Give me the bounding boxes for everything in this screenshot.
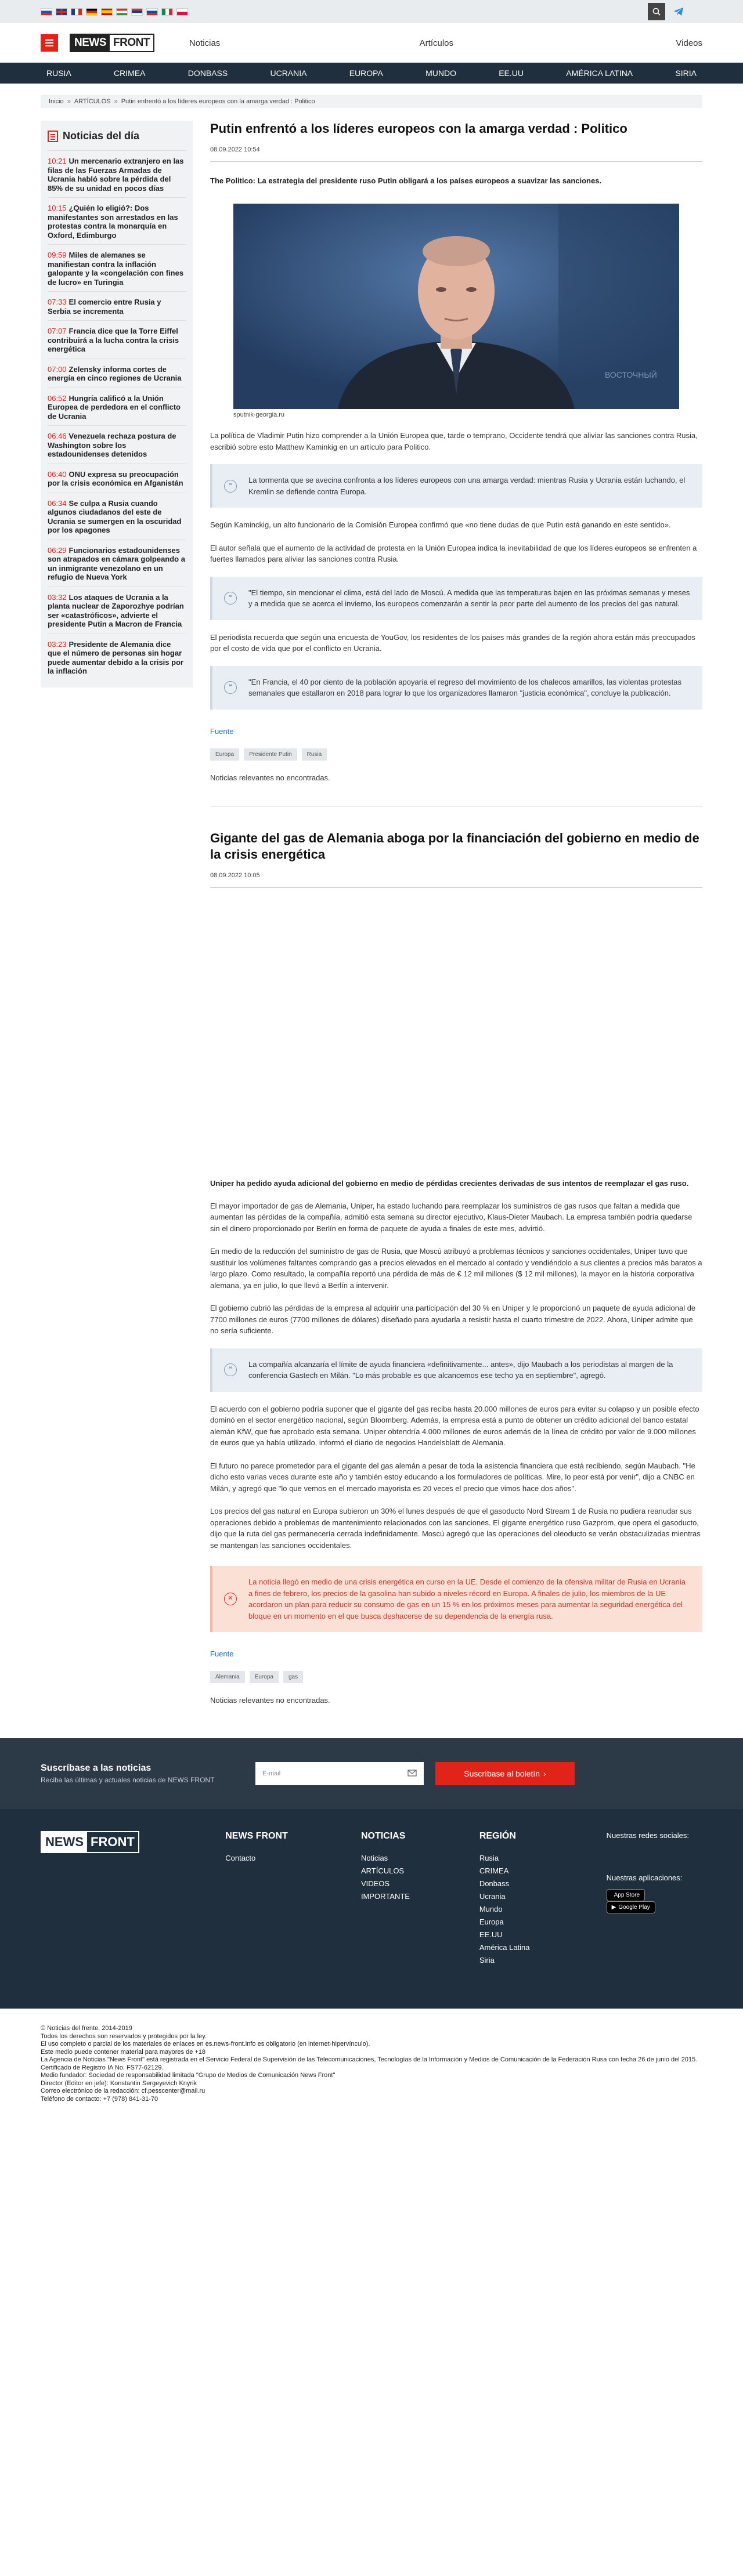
alert-text: La noticia llegó en medio de una crisis energética en curso en la UE. Desde el comienzo de la ofensiva militar de Rusia en Ucrania a fines de febrero, los precios de la gasolina han subido a niveles récord en Europa. A finales de julio, los miembros de la UE acordaron un plan para reducir su consumo de gas en un 15 % en los próximos meses para aumentar la seguridad energética del bloque en un momento en el que busca deshacerse de su dependencia de la energía rusa. bbox=[248, 1578, 686, 1620]
news-time: 06:46 bbox=[48, 432, 67, 440]
flag-pl[interactable] bbox=[176, 8, 188, 16]
news-time: 06:34 bbox=[48, 498, 67, 508]
subscribe-section bbox=[0, 1738, 743, 1809]
telegram-icon[interactable] bbox=[672, 5, 685, 18]
svg-text:ВОСТОЧНЫЙ: ВОСТОЧНЫЙ bbox=[605, 370, 657, 379]
legal-line: Director (Editor en jefe): Konstantin Sergeyevich Knyrik bbox=[41, 2079, 197, 2087]
news-time: 06:40 bbox=[48, 469, 67, 479]
email-field[interactable] bbox=[255, 1762, 424, 1785]
article-paragraph: En medio de la reducción del suministro de gas de Rusia, que Moscú atribuyó a problemas técnicos y sanciones occidentales, Uniper tuvo que sustituir los volúmenes faltantes comprando gas a precios elevados en el mercado al contado y vendiéndolo a sus clientes a precios más baratos a largo plazo. Como resultado, la compañía reportó una pérdida de más de € 12 mil millones ($ 12 mil millones), la mayor en la historia corporativa alemana, ya en julio, lo que llevó a Berlín a intervenir. bbox=[210, 1247, 702, 1290]
sidebar-news-item[interactable] bbox=[48, 464, 186, 493]
subscribe-text bbox=[41, 1763, 255, 1784]
news-headline[interactable]: Venezuela rechaza postura de Washington sobre los estadounidenses detenidos bbox=[48, 432, 176, 458]
footer-heading: REGIÓN bbox=[479, 1831, 516, 1841]
logo-left: NEWS bbox=[71, 35, 110, 51]
news-headline[interactable]: ONU expresa su preocupación por la crisis económica en Afganistán bbox=[48, 469, 183, 487]
news-headline[interactable]: Zelensky informa cortes de energía en cinco regiones de Ucrania bbox=[48, 364, 182, 382]
sidebar-news-item[interactable] bbox=[48, 197, 186, 244]
footer bbox=[0, 1809, 743, 2009]
article-paragraph: La política de Vladimir Putin hizo comprender a la Unión Europea que, tarde o temprano, Occidente tendrá que aliviar las sanciones contra Rusia, escribió sobre esto Matthew Kaminkig en un artículo para Politico. bbox=[210, 431, 698, 451]
footer-col-noticias bbox=[361, 1831, 479, 1967]
breadcrumb bbox=[41, 95, 702, 108]
tag[interactable]: Europa bbox=[210, 748, 239, 761]
news-time: 10:21 bbox=[48, 157, 67, 165]
news-time: 09:59 bbox=[48, 251, 67, 259]
legal-line: Teléfono de contacto: +7 (978) 841-31-70 bbox=[41, 2095, 158, 2103]
news-headline[interactable]: El comercio entre Rusia y Serbia se incrementa bbox=[48, 298, 161, 316]
sidebar-title: Noticias del día bbox=[63, 130, 140, 142]
quote-text: "El tiempo, sin mencionar el clima, está del lado de Moscú. A medida que las temperaturas bajen en las próximas semanas y meses y a medida que se acerca el invierno, los europeos comenzarán a sentir la peor parte del aumento de los precios del gas natural. bbox=[248, 588, 690, 608]
breadcrumb-separator: » bbox=[114, 98, 118, 105]
legal-line: Correo electrónico de la redacción: cf.pesscenter@mail.ru bbox=[41, 2087, 205, 2094]
sidebar-news-item[interactable] bbox=[48, 359, 186, 388]
quote-icon: ❝ bbox=[224, 681, 237, 694]
breadcrumb-separator: » bbox=[67, 98, 71, 105]
site-logo[interactable] bbox=[70, 34, 154, 52]
subscribe-button-label: Suscríbase al boletín bbox=[464, 1769, 540, 1778]
flag-hu[interactable] bbox=[116, 8, 128, 16]
search-icon[interactable] bbox=[648, 3, 665, 20]
sidebar-news-item[interactable] bbox=[48, 150, 186, 197]
flag-ru[interactable] bbox=[41, 8, 52, 16]
main-nav bbox=[0, 63, 743, 84]
article-photo bbox=[233, 204, 679, 409]
sidebar-news-item[interactable] bbox=[48, 425, 186, 464]
flag-it[interactable] bbox=[161, 8, 173, 16]
article-paragraph: El autor señala que el aumento de la actividad de protesta en la Unión Europea indica la inevitabilidad de que los líderes europeos se enfrenten a fuertes llamados para aliviar las sanciones contra Rusia. bbox=[210, 543, 697, 563]
article-paragraph: Según Kaminckig, un alto funcionario de la Comisión Europea confirmó que «no tiene dudas de que Putin está ganando en este sentido». bbox=[210, 520, 671, 529]
article-paragraph: Los precios del gas natural en Europa subieron un 30% el lunes después de que el gasoducto Nord Stream 1 de Rusia no pudiera reanudar sus operaciones debido a problemas de mantenimiento relacionados con las sanciones. El gigante energético ruso Gazprom, que opera el gasoducto, dijo que la ruta del gas permanecería cerrada indefinidamente. Moscú agregó que las operaciones del oleoducto se verán obstaculizadas mientras se mantengan las sanciones occidentales. bbox=[210, 1507, 701, 1550]
google-play-badge[interactable] bbox=[607, 1901, 655, 1913]
flag-rs[interactable] bbox=[131, 8, 143, 16]
news-headline[interactable]: ¿Quién lo eligió?: Dos manifestantes son arrestados en las protestas contra la monarquía en Oxford, Edimburgo bbox=[48, 204, 178, 240]
flag-de[interactable] bbox=[86, 8, 98, 16]
news-time: 07:07 bbox=[48, 327, 67, 335]
sidebar-news-item[interactable] bbox=[48, 540, 186, 587]
logo-left: NEWS bbox=[42, 1832, 87, 1852]
breadcrumb-articulos[interactable]: ARTÍCULOS bbox=[74, 98, 111, 105]
subscribe-button[interactable] bbox=[435, 1762, 575, 1785]
news-time: 03:32 bbox=[48, 592, 67, 602]
news-headline[interactable]: Funcionarios estadounidenses son atrapados en cámara golpeando a un inmigrante venezolano en un refugio de Nueva York bbox=[48, 545, 185, 581]
nav-siria[interactable]: SIRIA bbox=[675, 68, 697, 78]
article-lead: The Politico: La estrategia del presidente ruso Putin obligará a los países europeos a suavizar las sanciones. bbox=[210, 176, 602, 185]
source-link[interactable]: Fuente bbox=[210, 726, 234, 736]
footer-heading: NOTICIAS bbox=[360, 1831, 406, 1841]
flag-es[interactable] bbox=[101, 8, 113, 16]
tag[interactable]: Alemania bbox=[210, 1671, 245, 1683]
footer-link[interactable]: Ucrania bbox=[479, 1892, 506, 1901]
sidebar-news-item[interactable] bbox=[48, 291, 186, 320]
footer-link[interactable]: Noticias bbox=[360, 1854, 388, 1862]
footer-link[interactable]: VIDEOS bbox=[360, 1879, 390, 1888]
nav-donbass[interactable]: DONBASS bbox=[187, 68, 228, 78]
legal-text bbox=[41, 2025, 702, 2103]
footer-link[interactable]: América Latina bbox=[479, 1943, 530, 1952]
article-date: 08.09.2022 10:05 bbox=[210, 872, 702, 888]
news-time: 07:33 bbox=[48, 298, 67, 306]
news-headline[interactable]: Miles de alemanes se manifiestan contra la inflación galopante y la «congelación con fines de lucro» en Turingia bbox=[48, 251, 184, 287]
top-bar bbox=[0, 0, 743, 23]
quote-text: La compañía alcanzaría el límite de ayuda financiera «definitivamente... antes», dijo Maubach a los periodistas al margen de la conferencia Gastech en Milán. "Lo más probable es que alcancemos ese techo ya en septiembre", agregó. bbox=[248, 1359, 673, 1380]
footer-link[interactable]: EE.UU bbox=[479, 1930, 503, 1939]
article-paragraph: El mayor importador de gas de Alemania, Uniper, ha estado luchando para reemplazar los suministros de gas rusos que faltan a medida que aumentan las pérdidas de la compañía, admitió esta semana su director ejecutivo, Klaus-Dieter Maubach. La empresa también podría quedarse sin el dinero proporcionado por Berlín en forma de paquete de ayuda a finales de este mes, advirtió. bbox=[210, 1201, 692, 1233]
header bbox=[0, 23, 743, 63]
ad-placeholder bbox=[210, 888, 702, 1178]
article-quote bbox=[210, 666, 702, 710]
sidebar-news-of-day bbox=[41, 121, 193, 688]
footer-link[interactable]: Donbass bbox=[479, 1879, 510, 1888]
logo-right: FRONT bbox=[110, 35, 153, 51]
sidebar-news-item[interactable] bbox=[48, 587, 186, 634]
breadcrumb-home[interactable]: Inicio bbox=[49, 98, 64, 105]
article-paragraph: El gobierno cubrió las pérdidas de la empresa al adquirir una participación del 30 % en Uniper y le proporcionó un paquete de ayuda adicional de 7700 millones de euros (7700 millones de dólares) diseñado para ayudarla a resistir hasta el cuarto trimestre de 2022. Ahora, Uniper admite que no sería suficiente. bbox=[210, 1304, 696, 1335]
article-lead: Uniper ha pedido ayuda adicional del gobierno en medio de pérdidas crecientes derivadas de sus intentos de reemplazar el gas ruso. bbox=[210, 1178, 689, 1188]
legal-line: Medio fundador: Sociedad de responsabilidad limitada "Grupo de Medios de Comunicación News Front" bbox=[41, 2072, 336, 2079]
play-icon: ▶ bbox=[611, 1904, 616, 1911]
article-tags bbox=[210, 748, 702, 761]
nav-europa[interactable]: EUROPA bbox=[349, 68, 383, 78]
menu-icon[interactable] bbox=[41, 34, 58, 52]
header-nav-noticias[interactable]: Noticias bbox=[189, 38, 221, 48]
article-quote bbox=[210, 577, 702, 620]
news-time: 10:15 bbox=[48, 204, 67, 212]
divider bbox=[210, 806, 702, 807]
legal-section bbox=[0, 2009, 743, 2126]
footer-heading: NEWS FRONT bbox=[225, 1831, 288, 1841]
source-link[interactable]: Fuente bbox=[210, 1649, 234, 1658]
news-time: 03:23 bbox=[48, 639, 67, 649]
quote-icon: ❝ bbox=[224, 592, 237, 605]
subscribe-subtitle: Reciba las últimas y actuales noticias de NEWS FRONT bbox=[41, 1776, 215, 1784]
news-headline[interactable]: Hungría calificó a la Unión Europea de perdedora en el conflicto de Ucrania bbox=[48, 393, 181, 421]
footer-link[interactable]: CRIMEA bbox=[479, 1866, 509, 1875]
newspaper-icon bbox=[48, 131, 58, 142]
apps-label: Nuestras aplicaciones: bbox=[606, 1873, 683, 1882]
news-headline[interactable]: Presidente de Alemania dice que el número de personas sin hogar puede aumentar debido a la crisis por la inflación bbox=[48, 639, 184, 675]
news-headline[interactable]: Los ataques de Ucrania a la planta nuclear de Zaporozhye podrían ser «catastróficos», advierte el presidente Putin a Macron de Francia bbox=[48, 592, 184, 628]
article-title: Gigante del gas de Alemania aboga por la financiación del gobierno en medio de la crisis energética bbox=[210, 830, 699, 862]
quote-text: La tormenta que se avecina confronta a los líderes europeos con una amarga verdad: mientras Rusia y Ucrania están luchando, el Kremlin se defiende contra Europa. bbox=[248, 476, 686, 496]
quote-icon: ❝ bbox=[224, 480, 237, 493]
news-headline[interactable]: Se culpa a Rusia cuando algunos ciudadanos del este de Ucrania se sumergen en la oscuridad por los apagones bbox=[48, 498, 182, 534]
quote-icon: ❝ bbox=[224, 1363, 237, 1376]
quote-text: "En Francia, el 40 por ciento de la población apoyaría el regreso del movimiento de los chalecos amarillos, las violentas protestas semanales que estallaron en 2018 para lograr lo que los organizadores llamaron "justicia económica", concluye la publicación. bbox=[248, 677, 682, 697]
sidebar-news-item[interactable] bbox=[48, 388, 186, 426]
article-paragraph: El periodista recuerda que según una encuesta de YouGov, los residentes de los países más grandes de la región ahora están más preocupados por el costo de vida que por el conflicto en Ucrania. bbox=[210, 632, 695, 653]
article-quote bbox=[210, 1348, 702, 1392]
news-headline[interactable]: Francia dice que la Torre Eiffel contribuirá a la lucha contra la crisis energética bbox=[48, 327, 179, 353]
sidebar-news-item[interactable] bbox=[48, 634, 186, 681]
legal-line: Todos los derechos son reservados y protegidos por la ley. bbox=[41, 2032, 207, 2040]
flag-sk[interactable] bbox=[146, 8, 158, 16]
legal-line: © Noticias del frente. 2014-2019 bbox=[41, 2025, 132, 2032]
article-2 bbox=[210, 830, 702, 1705]
social-label: Nuestras redes sociales: bbox=[606, 1831, 689, 1840]
google-play-label: Google Play bbox=[618, 1904, 650, 1911]
header-nav-videos[interactable]: Videos bbox=[676, 38, 702, 48]
article-tags bbox=[210, 1671, 702, 1683]
main-content bbox=[210, 121, 702, 1705]
nav-mundo[interactable]: MUNDO bbox=[425, 68, 456, 78]
footer-link[interactable]: Mundo bbox=[479, 1905, 503, 1913]
footer-link[interactable]: ARTÍCULOS bbox=[360, 1866, 405, 1875]
tag[interactable]: Presidente Putin bbox=[244, 748, 297, 761]
subscribe-title: Suscríbase a las noticias bbox=[41, 1763, 152, 1773]
article-date: 08.09.2022 10:54 bbox=[210, 146, 702, 162]
nav-america-latina[interactable]: AMÉRICA LATINA bbox=[566, 68, 633, 78]
legal-line: La Agencia de Noticias "News Front" está registrada en el Servicio Federal de Supervisión de las Telecomunicaciones, Tecnologías de la Información y Medios de Comunicación de la Federación Rusa con fecha 26 de junio del 2015. Certificado de Registro IA No. FS77-62129. bbox=[41, 2056, 698, 2071]
close-circle-icon: ✕ bbox=[224, 1593, 237, 1605]
sidebar-news-item[interactable] bbox=[48, 493, 186, 540]
logo-right: FRONT bbox=[91, 1835, 135, 1849]
related-news-empty: Noticias relevantes no encontradas. bbox=[210, 773, 330, 782]
footer-col-newsfront bbox=[225, 1831, 361, 1967]
news-time: 07:00 bbox=[48, 364, 67, 374]
envelope-icon bbox=[407, 1770, 417, 1778]
flag-en[interactable] bbox=[56, 8, 67, 16]
footer-social bbox=[607, 1831, 702, 1967]
language-flags bbox=[41, 8, 188, 16]
app-store-badge[interactable] bbox=[607, 1889, 645, 1901]
news-time: 06:52 bbox=[48, 393, 67, 403]
footer-logo[interactable] bbox=[41, 1831, 139, 1853]
news-headline[interactable]: Un mercenario extranjero en las filas de las Fuerzas Armadas de Ucrania habló sobre la pérdida del 85% de su unidad en pocos días bbox=[48, 157, 184, 193]
app-store-label: App Store bbox=[614, 1891, 640, 1898]
article-paragraph: El futuro no parece prometedor para el gigante del gas alemán a pesar de toda la asistencia financiera que está recibiendo, según Maubach. "He dicho esto varias veces durante este año y también estoy educando a los formuladores de políticas. Mire, lo peor está por venir", dijo a CNBC en Milán, y agregó que "lo que vemos en el mercado mayorista es 20 veces el precio que vimos hace dos años". bbox=[210, 1461, 695, 1493]
email-placeholder: E-mail bbox=[262, 1770, 281, 1777]
tag[interactable]: gas bbox=[283, 1671, 303, 1683]
footer-link[interactable]: Rusia bbox=[479, 1854, 499, 1862]
footer-link[interactable]: Europa bbox=[479, 1917, 504, 1926]
article-quote bbox=[210, 464, 702, 508]
sidebar-news-item[interactable] bbox=[48, 320, 186, 359]
article-paragraph: El acuerdo con el gobierno podría suponer que el gigante del gas reciba hasta 20.000 millones de euros para evitar su colapso y un posible efecto dominó en el sector energético nacional, según Bloomberg. Además, la empresa está a punto de obtener un crédito adicional del banco estatal alemán KfW, que fue aprobado esta semana. Uniper obtendría 4.000 millones de euros además de la línea de crédito por valor de 9.000 millones de euros que ya había utilizado, informó el diario de negocios Handelsblatt de Alemania. bbox=[210, 1404, 699, 1447]
sidebar-header bbox=[48, 121, 186, 150]
article-alert bbox=[210, 1566, 702, 1632]
nav-rusia[interactable]: RUSIA bbox=[46, 68, 71, 78]
footer-link-contacto[interactable]: Contacto bbox=[225, 1854, 256, 1862]
arrow-right-icon: › bbox=[543, 1769, 546, 1778]
header-nav-articulos[interactable]: Artículos bbox=[419, 38, 454, 48]
footer-link[interactable]: Siria bbox=[479, 1956, 495, 1964]
article-1 bbox=[210, 121, 702, 782]
news-time: 06:29 bbox=[48, 545, 67, 555]
tag[interactable]: Rusia bbox=[302, 748, 327, 761]
nav-ucrania[interactable]: UCRANIA bbox=[270, 68, 307, 78]
legal-line: El uso completo o parcial de los materiales de enlaces en es.news-front.info es obligatorio (en internet-hipervínculo). bbox=[41, 2040, 370, 2047]
sidebar-news-item[interactable] bbox=[48, 244, 186, 291]
nav-crimea[interactable]: CRIMEA bbox=[114, 68, 146, 78]
tag[interactable]: Europa bbox=[250, 1671, 279, 1683]
footer-link[interactable]: IMPORTANTE bbox=[360, 1892, 410, 1901]
article-title: Putin enfrentó a los líderes europeos con la amarga verdad : Politico bbox=[210, 121, 627, 136]
header-nav bbox=[189, 38, 702, 48]
putin-portrait-image bbox=[233, 204, 679, 409]
legal-line: Este medio puede contener material para mayores de +18 bbox=[41, 2048, 206, 2056]
flag-fr[interactable] bbox=[71, 8, 82, 16]
breadcrumb-current: Putin enfrentó a los líderes europeos con la amarga verdad : Politico bbox=[121, 98, 315, 105]
nav-eeuu[interactable]: EE.UU bbox=[499, 68, 524, 78]
photo-caption: sputnik-georgia.ru bbox=[233, 411, 285, 418]
related-news-empty: Noticias relevantes no encontradas. bbox=[210, 1696, 330, 1705]
footer-col-region bbox=[479, 1831, 607, 1967]
